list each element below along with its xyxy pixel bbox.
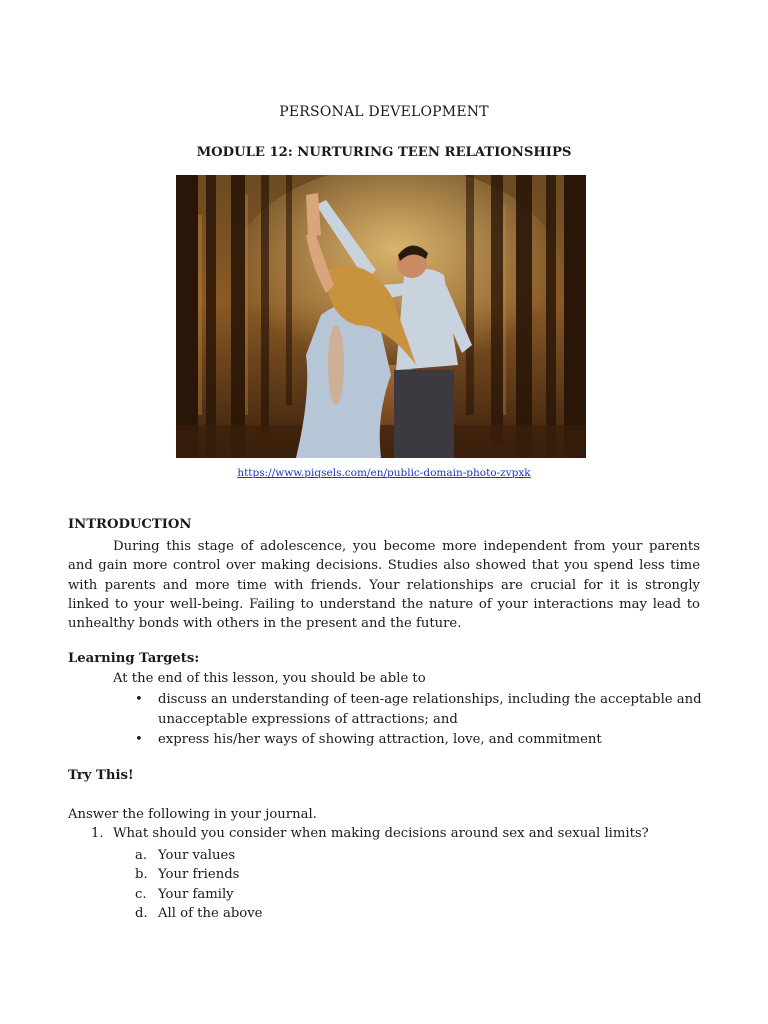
option-letter: b. [135, 867, 148, 883]
option-text: All of the above [158, 905, 263, 921]
learning-targets-list [158, 690, 703, 751]
option-text: Your family [158, 886, 234, 902]
question-text: What should you consider when making decisions around sex and sexual limits? [113, 826, 649, 841]
answer-option [135, 846, 262, 865]
option-text: Your values [158, 848, 236, 863]
answer-option [135, 904, 262, 923]
learning-target-item: • discuss an understanding of teen-age relationships, including the acceptable and unacceptable expressions of attractions; and [158, 690, 703, 729]
photo-source-link[interactable]: https://www.piqsels.com/en/public-domain-photo-zvpxk [237, 467, 531, 479]
photo-credit [0, 467, 768, 479]
try-this-heading: Try This! [68, 768, 134, 783]
option-letter: c. [135, 886, 147, 902]
introduction-paragraph: During this stage of adolescence, you become more independent from your parents and gain more control over making decisions. Studies also showed that you spend less time with parents and more time with friends. Your relationships are crucial for it is strongly linked to your well-being. Failing to understand the nature of your interactions may lead to unhealthy bonds with others in the present and the future. [68, 539, 700, 632]
module-title: MODULE 12: NURTURING TEEN RELATIONSHIPS [196, 145, 572, 160]
learning-target-item: • express his/her ways of showing attraction, love, and commitment [158, 730, 703, 750]
learning-targets-lead: At the end of this lesson, you should be able to [113, 671, 426, 686]
couple-dancing-photo [176, 175, 586, 458]
question-number: 1. [91, 826, 104, 841]
document-subject: PERSONAL DEVELOPMENT [279, 104, 489, 120]
answer-option [135, 865, 262, 884]
question-1 [91, 826, 711, 841]
learning-targets-heading: Learning Targets: [68, 651, 200, 666]
answer-option [135, 885, 262, 904]
introduction-heading: INTRODUCTION [68, 517, 192, 532]
journal-instruction: Answer the following in your journal. [68, 807, 317, 822]
answer-options [135, 846, 262, 923]
option-text: Your friends [158, 867, 240, 883]
option-letter: d. [135, 905, 148, 921]
option-letter: a. [135, 848, 148, 863]
